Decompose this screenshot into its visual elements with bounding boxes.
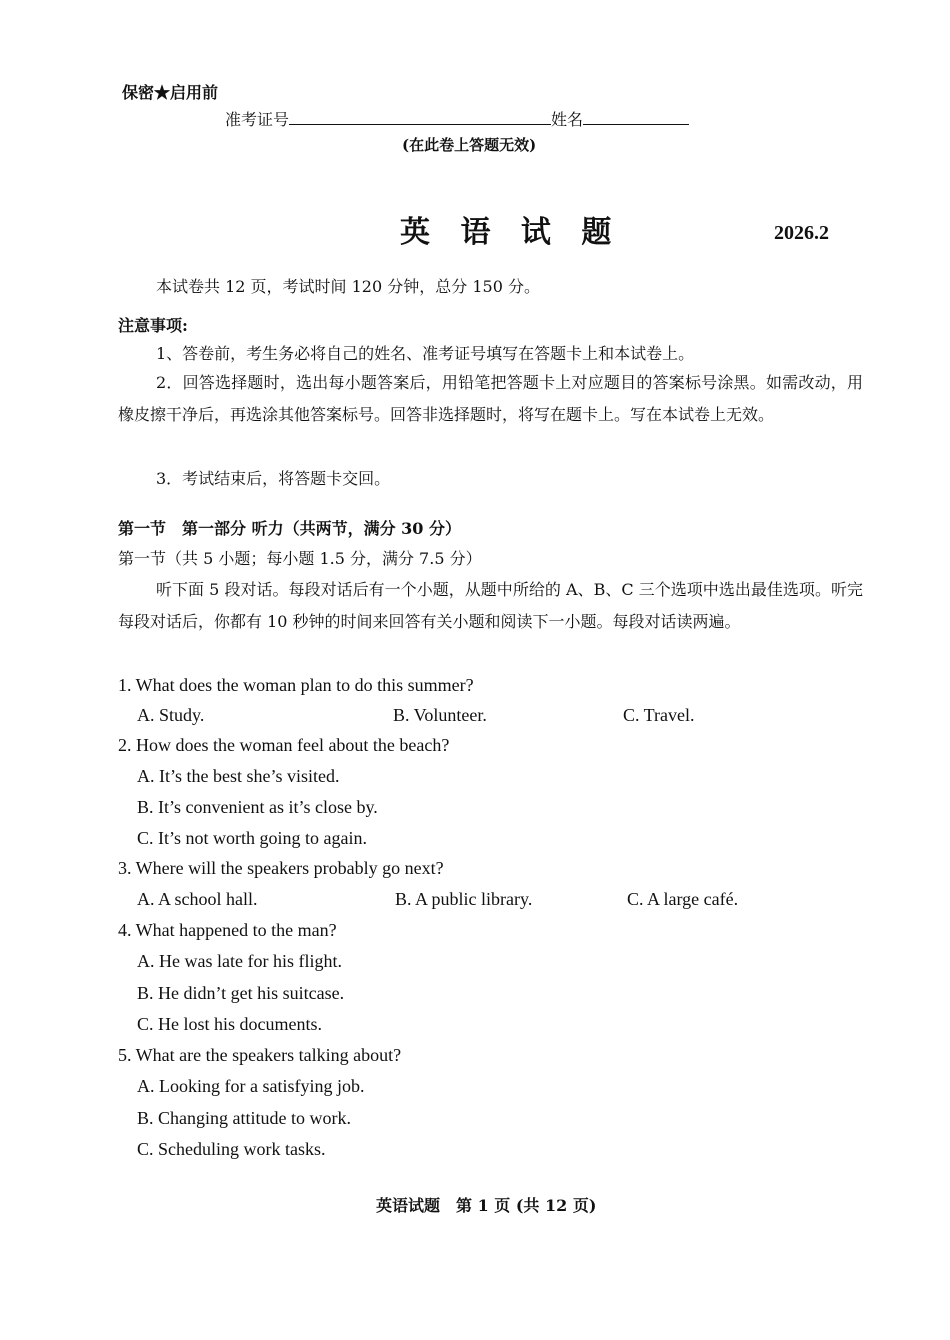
q5-option-c: C. Scheduling work tasks. (137, 1139, 326, 1159)
part1-section: 第一节（共 5 小题；每小题 1.5 分，满分 7.5 分） (118, 549, 482, 568)
q4-option-c: C. He lost his documents. (137, 1014, 322, 1034)
q4-option-a: A. He was late for his flight. (137, 951, 342, 971)
question-4: 4. What happened to the man? (118, 920, 337, 940)
note-item-1: 1、答卷前，考生务必将自己的姓名、准考证号填写在答题卡上和本试卷上。 (156, 344, 695, 363)
notes-heading: 注意事项: (118, 316, 188, 335)
q2-option-a: A. It’s the best she’s visited. (137, 766, 340, 786)
confidential-label: 保密★启用前 (122, 83, 219, 102)
part1-instructions: 听下面 5 段对话。每段对话后有一个小题，从题中所给的 A、B、C 三个选项中选出最佳选项。听完每段对话后，你都有 10 秒钟的时间来回答有关小题和阅读下一小题。每段对话读两遍。 (118, 580, 863, 631)
q3-option-b: B. A public library. (395, 889, 533, 909)
note-item-2: 2．回答选择题时，选出每小题答案后，用铅笔把答题卡上对应题目的答案标号涂黑。如需改动，用橡皮擦干净后，再选涂其他答案标号。回答非选择题时，将写在题卡上。写在本试卷上无效。 (118, 373, 863, 424)
q3-option-a: A. A school hall. (137, 889, 258, 909)
part1-heading: 第一节 第一部分 听力（共两节，满分 30 分） (118, 519, 461, 538)
q1-option-b: B. Volunteer. (393, 705, 487, 725)
page-title: 英 语 试 题 (400, 215, 622, 250)
name-field (583, 110, 689, 125)
question-1: 1. What does the woman plan to do this summer? (118, 675, 474, 695)
q5-option-b: B. Changing attitude to work. (137, 1108, 351, 1128)
q2-option-b: B. It’s convenient as it’s close by. (137, 797, 378, 817)
exam-id-line (225, 107, 689, 130)
exam-id-label: 准考证号 (225, 110, 290, 129)
q5-option-a: A. Looking for a satisfying job. (137, 1076, 365, 1096)
question-5: 5. What are the speakers talking about? (118, 1045, 402, 1065)
question-2: 2. How does the woman feel about the beach? (118, 735, 450, 755)
exam-intro: 本试卷共 12 页，考试时间 120 分钟，总分 150 分。 (156, 277, 540, 296)
q2-option-c: C. It’s not worth going to again. (137, 828, 367, 848)
q1-option-a: A. Study. (137, 705, 205, 725)
q4-option-b: B. He didn’t get his suitcase. (137, 983, 345, 1003)
q1-option-c: C. Travel. (623, 705, 695, 725)
exam-date: 2026.2 (774, 222, 829, 244)
exam-id-field (289, 110, 551, 125)
invalid-note: (在此卷上答题无效) (402, 136, 537, 154)
question-3: 3. Where will the speakers probably go next? (118, 858, 444, 878)
note-item-3: 3．考试结束后，将答题卡交回。 (156, 469, 391, 488)
q3-option-c: C. A large café. (627, 889, 739, 909)
name-label: 姓名 (551, 110, 584, 129)
page-footer: 英语试题 第 1 页 (共 12 页) (376, 1196, 597, 1215)
